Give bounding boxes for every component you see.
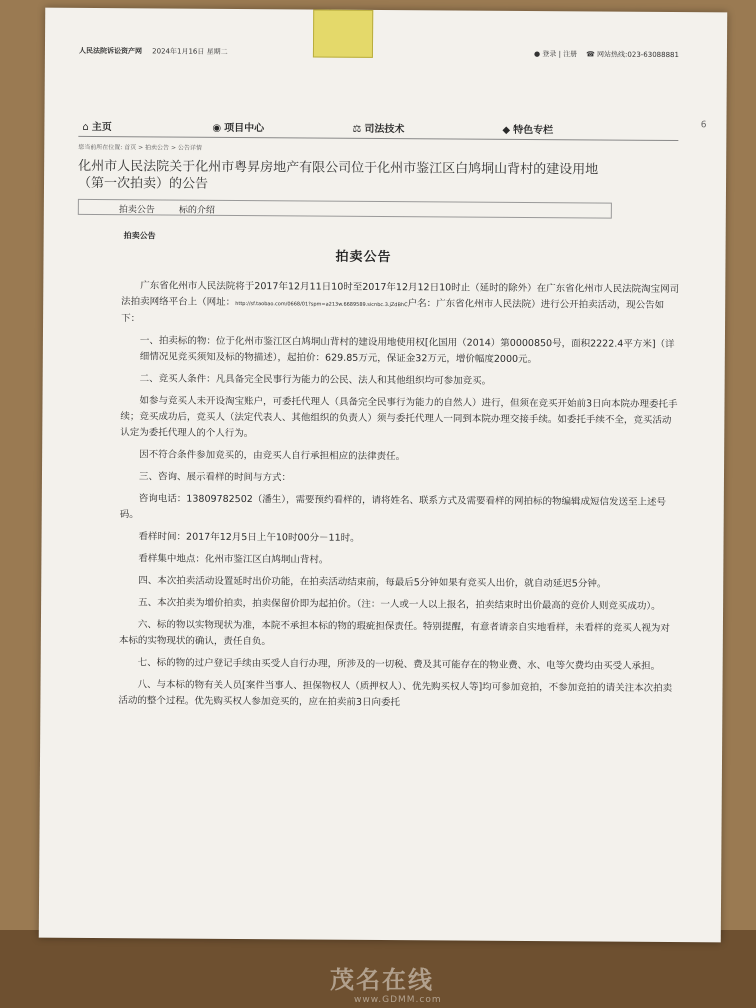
nav-projects: ◉ 项目中心 [212, 122, 265, 135]
notice-body [118, 278, 681, 719]
nav-home: ⌂ 主页 [82, 121, 112, 134]
watermark [330, 960, 442, 1005]
auction-url: http://sf.taobao.com/0668/01?spm=a213w.6689589.sicnbc.3.jZdBhC [235, 300, 408, 309]
nav-special: ◆ 特色专栏 [502, 124, 554, 137]
scales-icon: ⚖ [352, 123, 362, 135]
tab-bar [78, 199, 612, 219]
paragraph: 因不符合条件参加竞买的，由竞买人自行承担相应的法律责任。 [139, 449, 406, 463]
paragraph: 七、标的物的过户登记手续由买受人自行办理，所涉及的一切税、费及其可能存在的物业费、水、电等欠费均由买受人承担。 [137, 657, 661, 672]
notice-heading: 拍卖公告 [335, 249, 392, 266]
site-name: 人民法院诉讼资产网 [78, 46, 142, 56]
phone-icon: ☎ [586, 50, 595, 59]
header-date: 2024年1月16日 星期二 [152, 47, 228, 56]
paragraph: 一、拍卖标的物：位于化州市鉴江区白鸠垌山背村的建设用地使用权[化国用（2014）第0000850号，面积2222.4平方米]（详细情况见竞买须知及标的物描述），起拍价：629.85万元，保证金32万元，增价幅度2000元。 [139, 335, 675, 366]
watermark-url: www.GDMM.com [354, 995, 442, 1005]
paragraph: 四、本次拍卖活动设置延时出价功能，在拍卖活动结束前，每最后5分钟如果有竞买人出价，就自动延迟5分钟。 [138, 575, 607, 590]
user-icon: ● [534, 50, 541, 59]
paragraph: 六、标的物以实物现状为准，本院不承担本标的物的瑕疵担保责任。特别提醒，有意者请亲自实地看样，未看样的竞买人视为对本标的实物现状的确认，责任自负。 [118, 619, 670, 648]
paragraph: 如参与竞买人未开设淘宝账户，可委托代理人（具备完全民事行为能力的自然人）进行，但须在竞买开始前3日向本院办理委托手续；竞买成功后，竞买人（法定代表人、其他组织的负责人）须与委托代理人一同到本院办理交接手续。如委托手续不全，竞买活动认定为委托代理人的个人行为。 [120, 395, 678, 440]
paragraph: 八、与本标的物有关人员[案件当事人、担保物权人（质押权人）、优先购买权人等]均可参加竞拍，不参加竞拍的请关注本次拍卖活动的整个过程。优先购买权人参加竞买的，应在拍卖前3日向委托 [118, 679, 673, 709]
paragraph: 看样集中地点：化州市鉴江区白鸠垌山背村。 [138, 553, 329, 566]
document-page [39, 8, 727, 943]
section-label: 拍卖公告 [123, 231, 156, 241]
paragraph: 广东省化州市人民法院将于2017年12月11日10时至2017年12月12日10时止（延时的除外）在广东省化州市人民法院淘宝网司法拍卖网络平台上（网址：http://sf.taobao.com/0668/01?spm=a213w.6689589.sicnbc.3.jZdBhC户名：广东省化州市人民法院）进行公开拍卖活动，现公告如下： [121, 280, 680, 325]
main-nav [78, 116, 678, 141]
home-icon: ⌂ [82, 121, 89, 133]
paragraph: 三、咨询、展示看样的时间与方式： [138, 471, 292, 484]
page-mark: 6 [700, 120, 707, 131]
compass-icon: ◉ [212, 122, 222, 134]
paragraph: 五、本次拍卖为增价拍卖，拍卖保留价即为起拍价。（注：一人或一人以上报名，拍卖结束时出价最高的竞价人则竞买成功）。 [138, 597, 661, 612]
notice-title: 化州市人民法院关于化州市粤昇房地产有限公司位于化州市鉴江区白鸠垌山背村的建设用地（第一次拍卖）的公告 [77, 158, 599, 192]
hotline: 网站热线:023-63088881 [597, 50, 679, 60]
watermark-brand: 茂名在线 [330, 966, 434, 994]
nav-tech: ⚖ 司法技术 [352, 123, 405, 136]
tab-lot-info: 标的介绍 [178, 205, 215, 216]
shield-icon: ◆ [502, 124, 511, 136]
paragraph: 二、竞买人条件：凡具备完全民事行为能力的公民、法人和其他组织均可参加竞买。 [139, 373, 492, 387]
breadcrumb: 您当前所在位置: 首页 > 拍卖公告 > 公告详情 [78, 143, 202, 152]
paragraph: 咨询电话：13809782502（潘生），需要预约看样的，请将姓名、联系方式及需要看样的网拍标的物编辑成短信发送至上述号码。 [119, 493, 667, 521]
paragraph: 看样时间：2017年12月5日上午10时00分－11时。 [138, 531, 360, 544]
login-register: 登录 | 注册 [542, 50, 578, 59]
site-header [79, 46, 679, 66]
tab-announcement: 拍卖公告 [118, 205, 155, 216]
